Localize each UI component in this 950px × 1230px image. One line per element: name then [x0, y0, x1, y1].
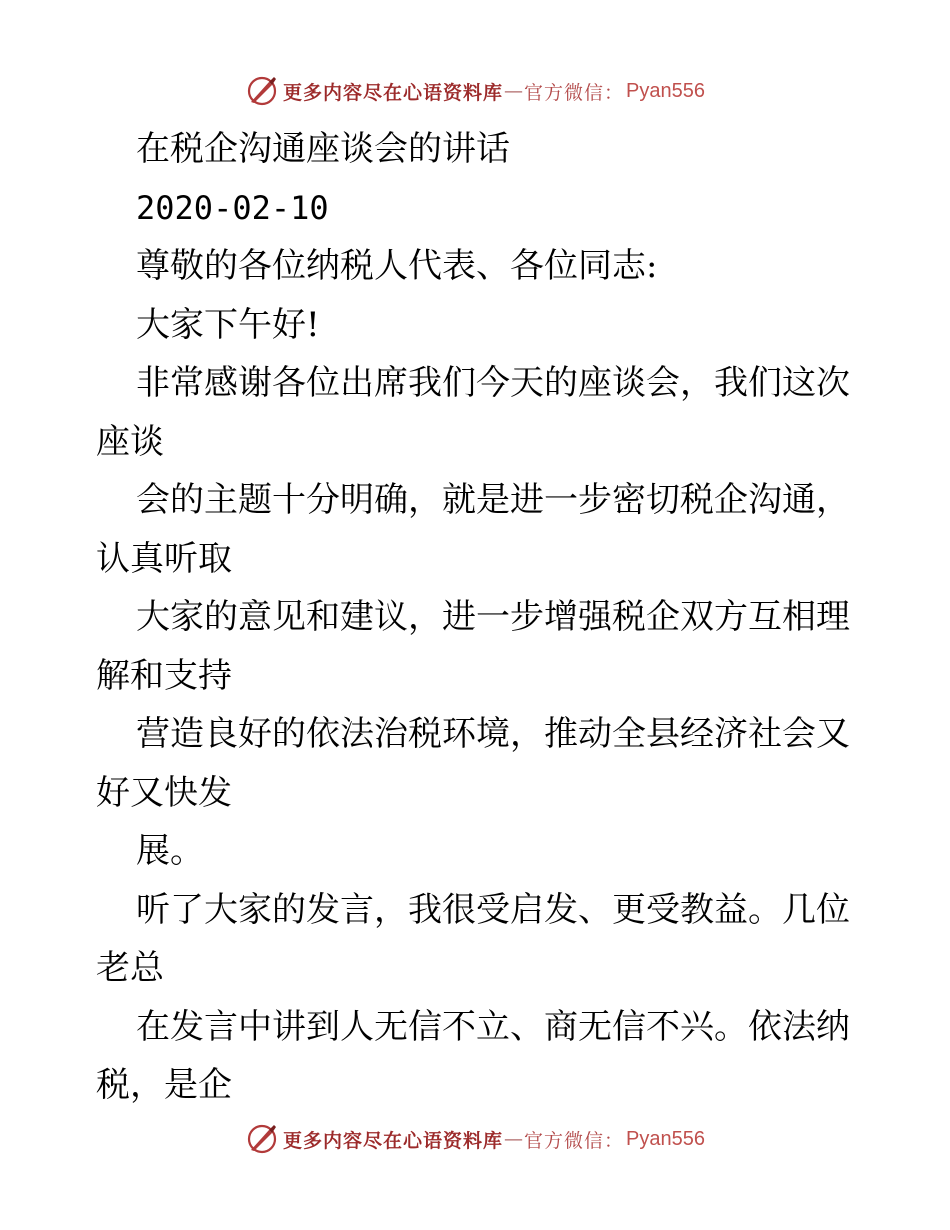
watermark-dash: —: [504, 1128, 524, 1150]
watermark-wechat-label: 官方微信：: [524, 81, 625, 104]
watermark-wechat-id: Pyan556: [626, 79, 705, 102]
text-line: 大家的意见和建议，进一步增强税企双方互相理: [136, 597, 850, 637]
text-line: 非常感谢各位出席我们今天的座谈会，我们这次: [136, 363, 850, 403]
watermark-wechat-label: 官方微信：: [524, 1129, 625, 1152]
text-line: 会的主题十分明确，就是进一步密切税企沟通，: [136, 480, 850, 520]
text-line: 税，是企: [96, 1065, 232, 1105]
header-watermark: [0, 70, 950, 112]
text-line: 好又快发: [96, 772, 232, 813]
text-line: 认真听取: [96, 538, 232, 579]
watermark-slogan: 更多内容尽在心语资料库: [283, 1129, 504, 1152]
quill-pen-logo-icon: [245, 1122, 279, 1156]
text-line: 座谈: [96, 421, 164, 462]
text-line: 解和支持: [96, 655, 232, 696]
watermark-wechat-id: Pyan556: [626, 1127, 705, 1150]
document-body: [96, 120, 856, 1115]
watermark-dash: —: [504, 80, 524, 102]
text-line: 大家下午好!: [136, 304, 320, 345]
text-line: 听了大家的发言，我很受启发、更受教益。几位: [136, 889, 850, 930]
quill-pen-logo-icon: [245, 74, 279, 108]
text-line: 展。: [136, 831, 204, 871]
text-line: 营造良好的依法治税环境，推动全县经济社会又: [136, 714, 850, 754]
text-line: 尊敬的各位纳税人代表、各位同志:: [136, 246, 658, 286]
document-title: 在税企沟通座谈会的讲话: [136, 129, 510, 169]
document-date: 2020-02-10: [136, 188, 329, 227]
footer-watermark: [0, 1118, 950, 1160]
watermark-slogan: 更多内容尽在心语资料库: [283, 81, 504, 104]
text-line: 老总: [96, 948, 164, 988]
text-line: 在发言中讲到人无信不立、商无信不兴。依法纳: [136, 1006, 850, 1047]
